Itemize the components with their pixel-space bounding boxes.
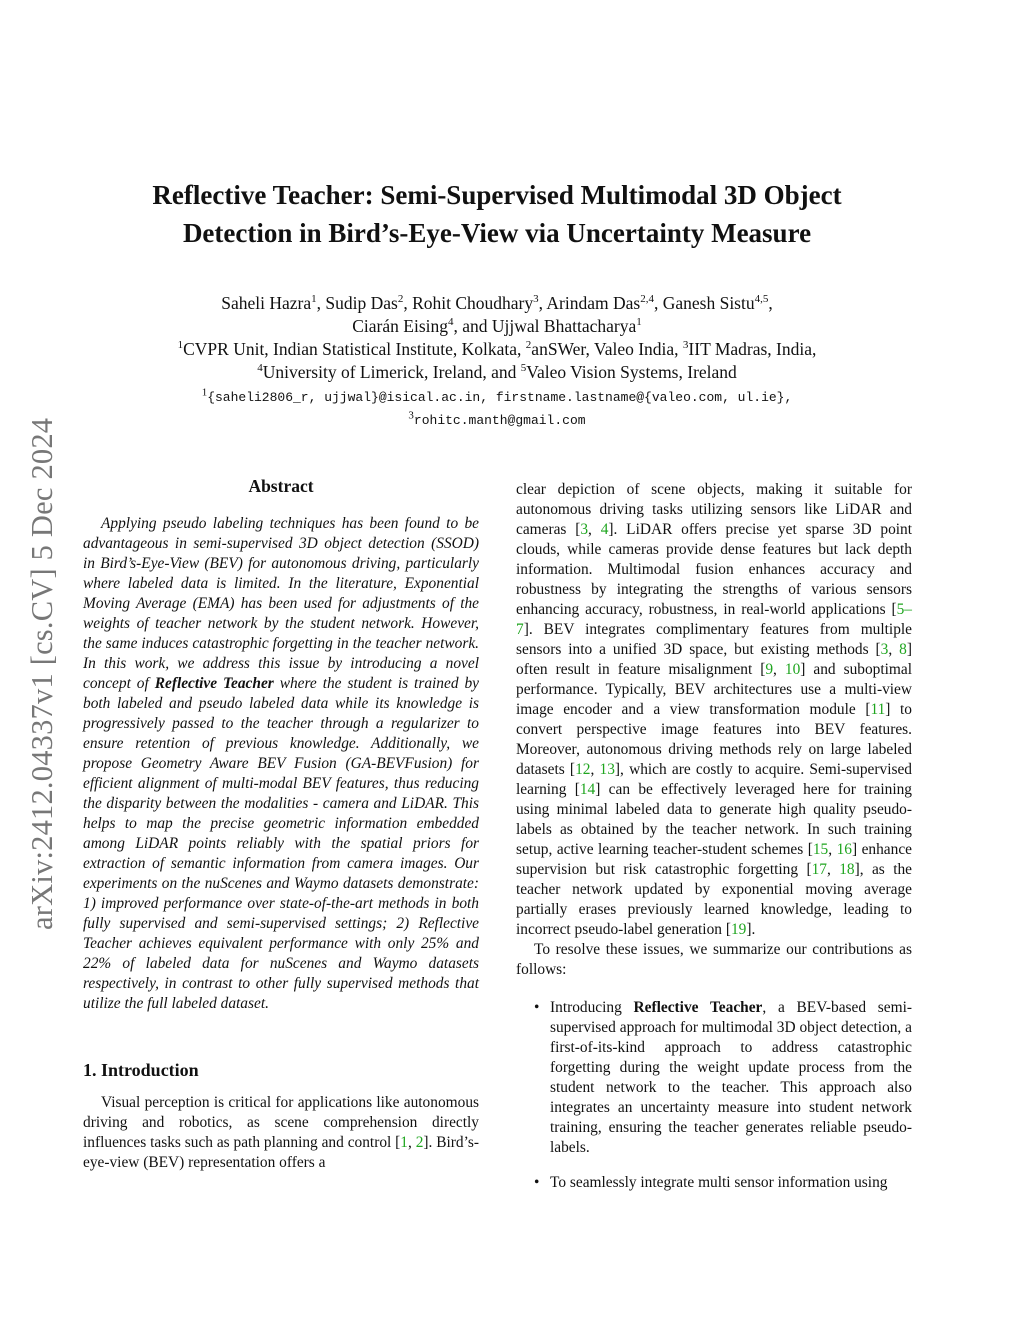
citation-link[interactable]: 3	[880, 641, 889, 658]
contribution-bold-term: Reflective Teacher	[633, 999, 763, 1016]
author-sup: 3	[533, 293, 539, 306]
affiliation-text: anSWer, Valeo India,	[531, 339, 683, 359]
email-block	[80, 386, 914, 432]
author-sup: 4	[448, 316, 454, 329]
title-line-2: Detection in Bird’s-Eye-View via Uncertainty Measure	[182, 218, 812, 248]
author-name: Ganesh Sistu	[662, 293, 755, 313]
affiliation-text: CVPR Unit, Indian Statistical Institute, Kolkata,	[183, 339, 526, 359]
author-name: Sudip Das	[325, 293, 398, 313]
author-line-2: Ciarán Eising$^4$, and Ujjwal Bhattacharya$^1$	[352, 316, 642, 336]
author-name: Rohit Choudhary	[412, 293, 534, 313]
citation-link[interactable]: 5–7	[516, 601, 912, 638]
citation-link[interactable]: 16	[836, 841, 852, 858]
author-sup: 2	[397, 293, 404, 306]
author-sup: 1	[636, 316, 642, 329]
citation-link[interactable]: 1	[400, 1134, 408, 1151]
section-heading-introduction: 1. Introduction	[83, 1060, 199, 1080]
author-block	[80, 292, 914, 384]
email-text: {saheli2806_r, ujjwal}@isical.ac.in, firstname.lastname@{valeo.com, ul.ie},	[207, 390, 793, 405]
author-line-1: Saheli Hazra$^1$, Sudip Das$^2$, Rohit Choudhary$^3$, Arindam Das$^{2,4}$, Ganesh Sistu$^{4,5}$,	[221, 293, 773, 313]
author-name: Saheli Hazra	[221, 293, 312, 313]
citation-link[interactable]: 17	[811, 861, 827, 878]
affiliation-text: IIT Madras, India,	[688, 339, 817, 359]
affiliation-text: Valeo Vision Systems, Ireland	[526, 362, 737, 382]
contributions-intro: To resolve these issues, we summarize our contributions as follows:	[516, 941, 912, 978]
email-line-2: $^3$rohitc.manth@gmail.com	[408, 409, 586, 428]
citation-link[interactable]: 8	[899, 641, 907, 658]
title-line-1: Reflective Teacher: Semi-Supervised Multimodal 3D Object	[152, 180, 842, 210]
affiliation-line-1: $^1$CVPR Unit, Indian Statistical Institute, Kolkata, $^2$anSWer, Valeo India, $^3$IIT Madras, India,	[177, 339, 817, 359]
citation-link[interactable]: 13	[599, 761, 615, 778]
contributions-list	[516, 998, 912, 1193]
citation-link[interactable]: 9	[765, 661, 774, 678]
left-column	[83, 476, 479, 1173]
abstract-bold-term: Reflective Teacher	[154, 675, 274, 692]
citation-link[interactable]: 10	[784, 661, 801, 678]
paper-title	[80, 176, 914, 252]
citation-link[interactable]: 14	[579, 781, 596, 798]
citation-link[interactable]: 4	[600, 521, 609, 538]
affiliation-line-2: $^4$University of Limerick, Ireland, and $^5$Valeo Vision Systems, Ireland	[257, 362, 737, 382]
author-sup: 2,4	[640, 293, 654, 306]
email-line-1: $^1${saheli2806_r, ujjwal}@isical.ac.in, firstname.lastname@{valeo.com, ul.ie},	[201, 386, 793, 405]
author-sup: 1	[311, 293, 317, 306]
citation-link[interactable]: 2	[415, 1134, 424, 1151]
bullet-icon: •	[534, 1174, 540, 1191]
author-name: Ciarán Eising	[352, 316, 448, 336]
affiliation-text: University of Limerick, Ireland, and	[262, 362, 521, 382]
right-column	[516, 480, 912, 1208]
email-text: rohitc.manth@gmail.com	[413, 413, 586, 428]
author-name: Ujjwal Bhattacharya	[491, 316, 637, 336]
citation-link[interactable]: 3	[580, 521, 589, 538]
abstract-heading: Abstract	[248, 476, 314, 496]
list-item: • To seamlessly integrate multi sensor information using	[534, 1174, 888, 1191]
intro-paragraph: Visual perception is critical for applications like autonomous driving and robotics, as scene comprehension directly influences tasks such as path planning and control [1, 2]. Bird’s-eye-view (BEV) representation offers a	[83, 1094, 479, 1171]
citation-link[interactable]: 18	[839, 861, 855, 878]
arxiv-identifier: arXiv:2412.04337v1 [cs.CV] 5 Dec 2024	[25, 417, 59, 930]
citation-link[interactable]: 19	[730, 921, 747, 938]
citation-link[interactable]: 15	[812, 841, 829, 858]
citation-link[interactable]: 11	[870, 701, 886, 718]
abstract-text: Applying pseudo labeling techniques has been found to be advantageous in semi-supervised 3D object detection (SSOD) in Bird’s-Eye-View (BEV) for autonomous driving, particularly where labeled data is limited. In the literature, Exponential Moving Average (EMA) has been used for adjustments of the weights of teacher network by the student network. However, the same induces catastrophic forgetting in the teacher network. In this work, we address this issue by introducing a novel concept of Reflective Teacher where the student is trained by both labeled and pseudo labeled data while its knowledge is progressively passed to the teacher through a regularizer to ensure retention of previous knowledge. Additionally, we propose Geometry Aware BEV Fusion (GA-BEVFusion) for efficient alignment of multi-modal BEV features, thus reducing the disparity between the modalities - camera and LiDAR. This helps to map the precise geometric information embedded among LiDAR points reliably with the spatial priors for extraction of semantic information from camera images. Our experiments on the nuScenes and Waymo datasets demonstrate: 1) improved performance over state-of-the-art methods in both fully supervised and semi-supervised settings; 2) Reflective Teacher achieves equivalent performance with only 25% and 22% of labeled data for nuScenes and Waymo datasets respectively, in contrast to other fully supervised methods that utilize the full labeled dataset.	[83, 515, 479, 1012]
author-sup: 4,5	[754, 293, 769, 306]
citation-link[interactable]: 12	[575, 761, 591, 778]
bullet-icon: •	[534, 999, 540, 1016]
list-item: • Introducing Reflective Teacher, a BEV-based semi-supervised approach for multimodal 3D object detection, a first-of-its-kind approach to address catastrophic forgetting during the weight update process from the student network to the teacher. This approach also integrates an uncertainty measure into student network training, ensuring the teacher generates reliable pseudo-labels.	[534, 999, 912, 1156]
author-name: Arindam Das	[546, 293, 641, 313]
intro-paragraph-continued: clear depiction of scene objects, making it suitable for autonomous driving tasks utilizing sensors like LiDAR and cameras [3, 4]. LiDAR offers precise yet sparse 3D point clouds, while cameras provide dense features but lack depth information. Multimodal fusion enhances accuracy and robustness by integrating the strengths of various sensors enhancing accuracy, robustness, in real-world applications [5–7]. BEV integrates complimentary features from multiple sensors into a unified 3D space, but existing methods [3, 8] often result in feature misalignment [9, 10] and suboptimal performance. Typically, BEV architectures use a multi-view image encoder and a view transformation module [11] to convert perspective image features into BEV features. Moreover, autonomous driving methods rely on large labeled datasets [12, 13], which are costly to acquire. Semi-supervised learning [14] can be effectively leveraged here for training using minimal labeled data to generate high quality pseudo-labels as obtained by the teacher network. In such training setup, active learning teacher-student schemes [15, 16] enhance supervision but risk catastrophic forgetting [17, 18], as the teacher network updated by exponential moving average partially erases previously learned knowledge, leading to incorrect pseudo-label generation [19].	[516, 481, 913, 938]
